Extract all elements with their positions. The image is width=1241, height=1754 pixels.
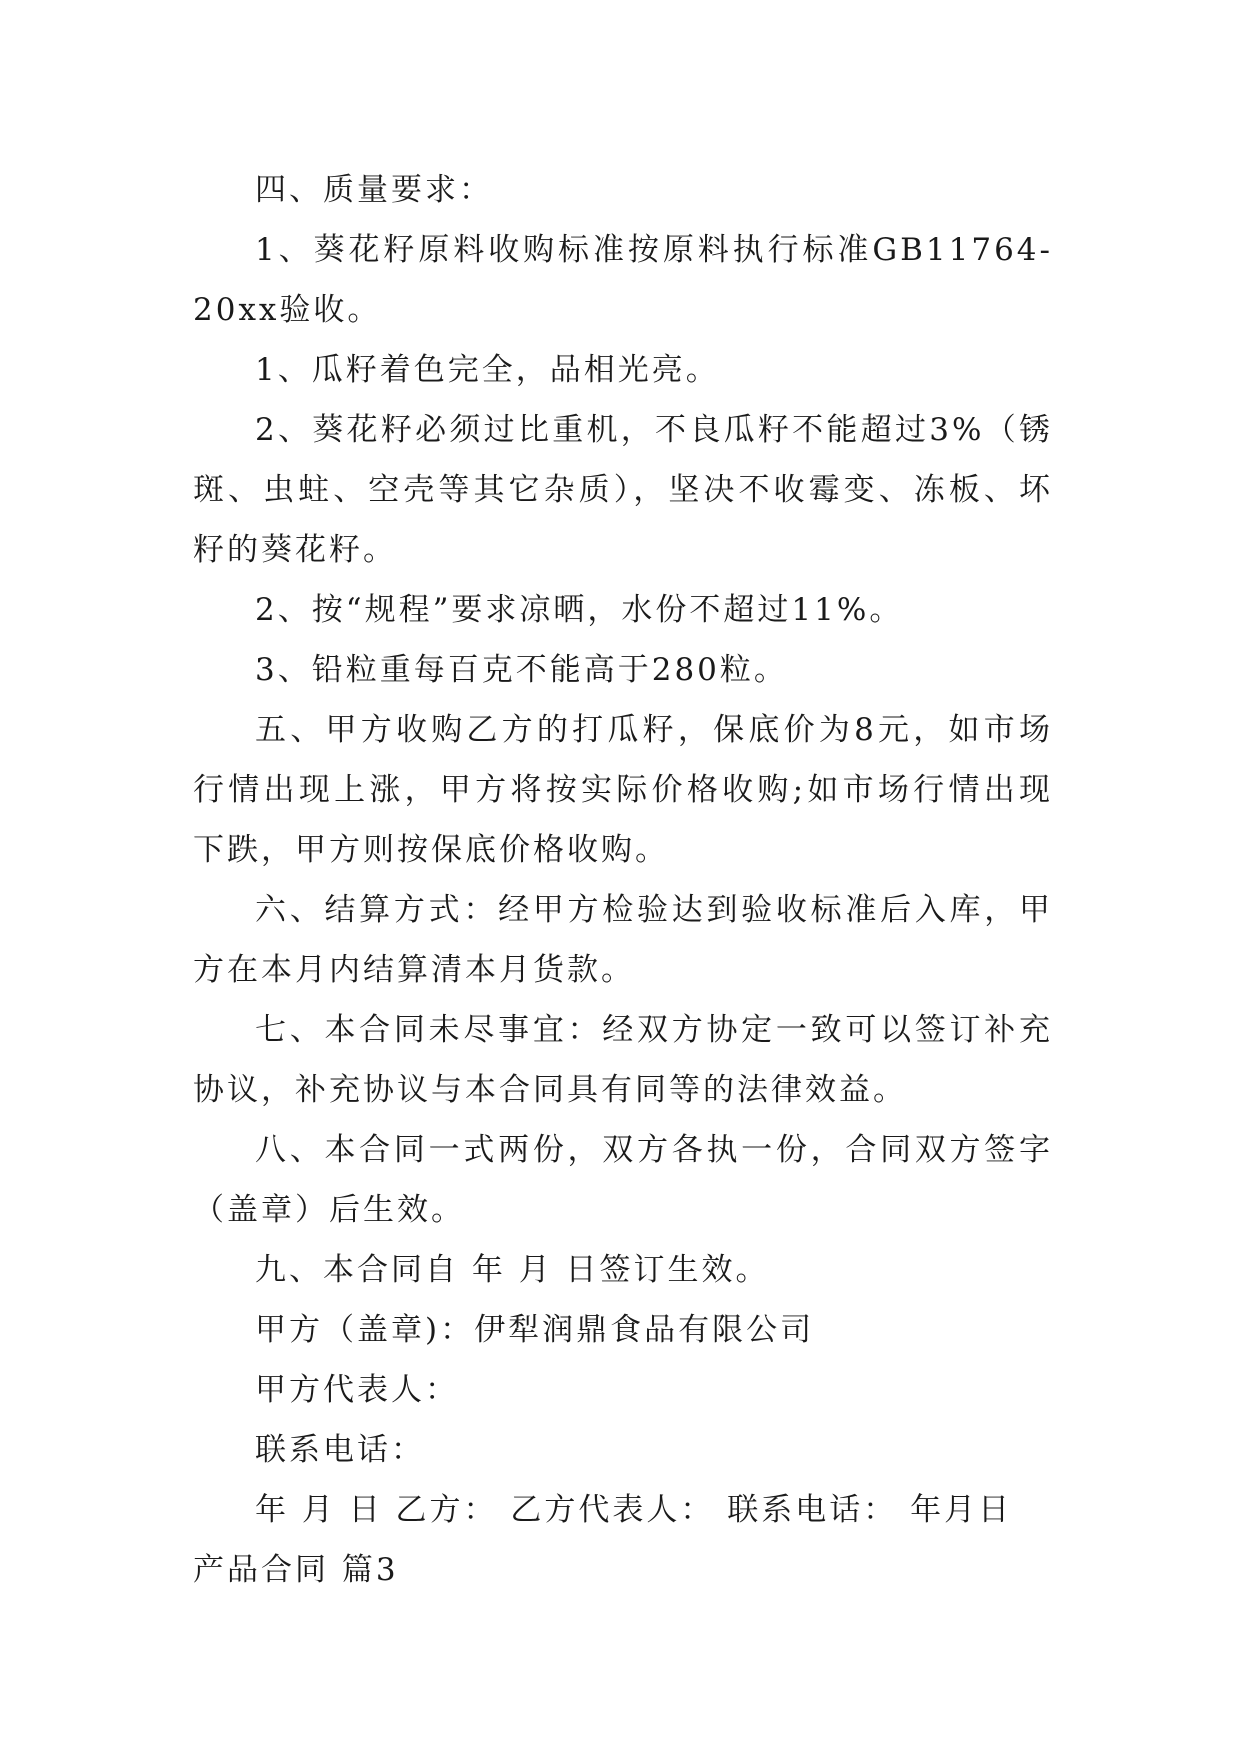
section-heading-quality: 四、质量要求：: [255, 172, 493, 208]
paragraph-moisture: 2、按“规程”要求凉晒，水份不超过11%。: [255, 592, 904, 628]
paragraph-color-requirement: 1、瓜籽着色完全，品相光亮。: [255, 352, 720, 388]
paragraph-settlement: 六、结算方式：经甲方检验达到验收标准后入库，甲方在本月内结算清本月货款。: [193, 892, 1053, 988]
paragraph-price-clause: 五、甲方收购乙方的打瓜籽，保底价为8元，如市场行情出现上涨，甲方将按实际价格收购;如市场行情出现下跌，甲方则按保底价格收购。: [193, 712, 1053, 868]
paragraph-effective-date: 九、本合同自 年 月 日签订生效。: [255, 1252, 770, 1288]
footer-heading: 产品合同 篇3: [193, 1552, 399, 1588]
paragraph-supplementary: 七、本合同未尽事宜：经双方协定一致可以签订补充协议，补充协议与本合同具有同等的法律效益。: [193, 1012, 1053, 1108]
paragraph-defect-limit: 2、葵花籽必须过比重机，不良瓜籽不能超过3%（锈斑、虫蛀、空壳等其它杂质），坚决不收霉变、冻板、坏籽的葵花籽。: [193, 412, 1053, 568]
paragraph-copies: 八、本合同一式两份，双方各执一份，合同双方签字（盖章）后生效。: [193, 1132, 1053, 1228]
paragraph-purchase-standard: 1、葵花籽原料收购标准按原料执行标准GB11764-20xx验收。: [193, 232, 1053, 328]
signature-line: 年 月 日 乙方： 乙方代表人： 联系电话： 年月日: [255, 1492, 1013, 1528]
party-a-representative: 甲方代表人：: [255, 1372, 459, 1408]
document-body: [193, 160, 1053, 1600]
party-a-phone: 联系电话：: [255, 1432, 425, 1468]
paragraph-grain-weight: 3、铅粒重每百克不能高于280粒。: [255, 652, 788, 688]
party-a-seal: 甲方（盖章)：伊犁润鼎食品有限公司: [255, 1312, 815, 1348]
